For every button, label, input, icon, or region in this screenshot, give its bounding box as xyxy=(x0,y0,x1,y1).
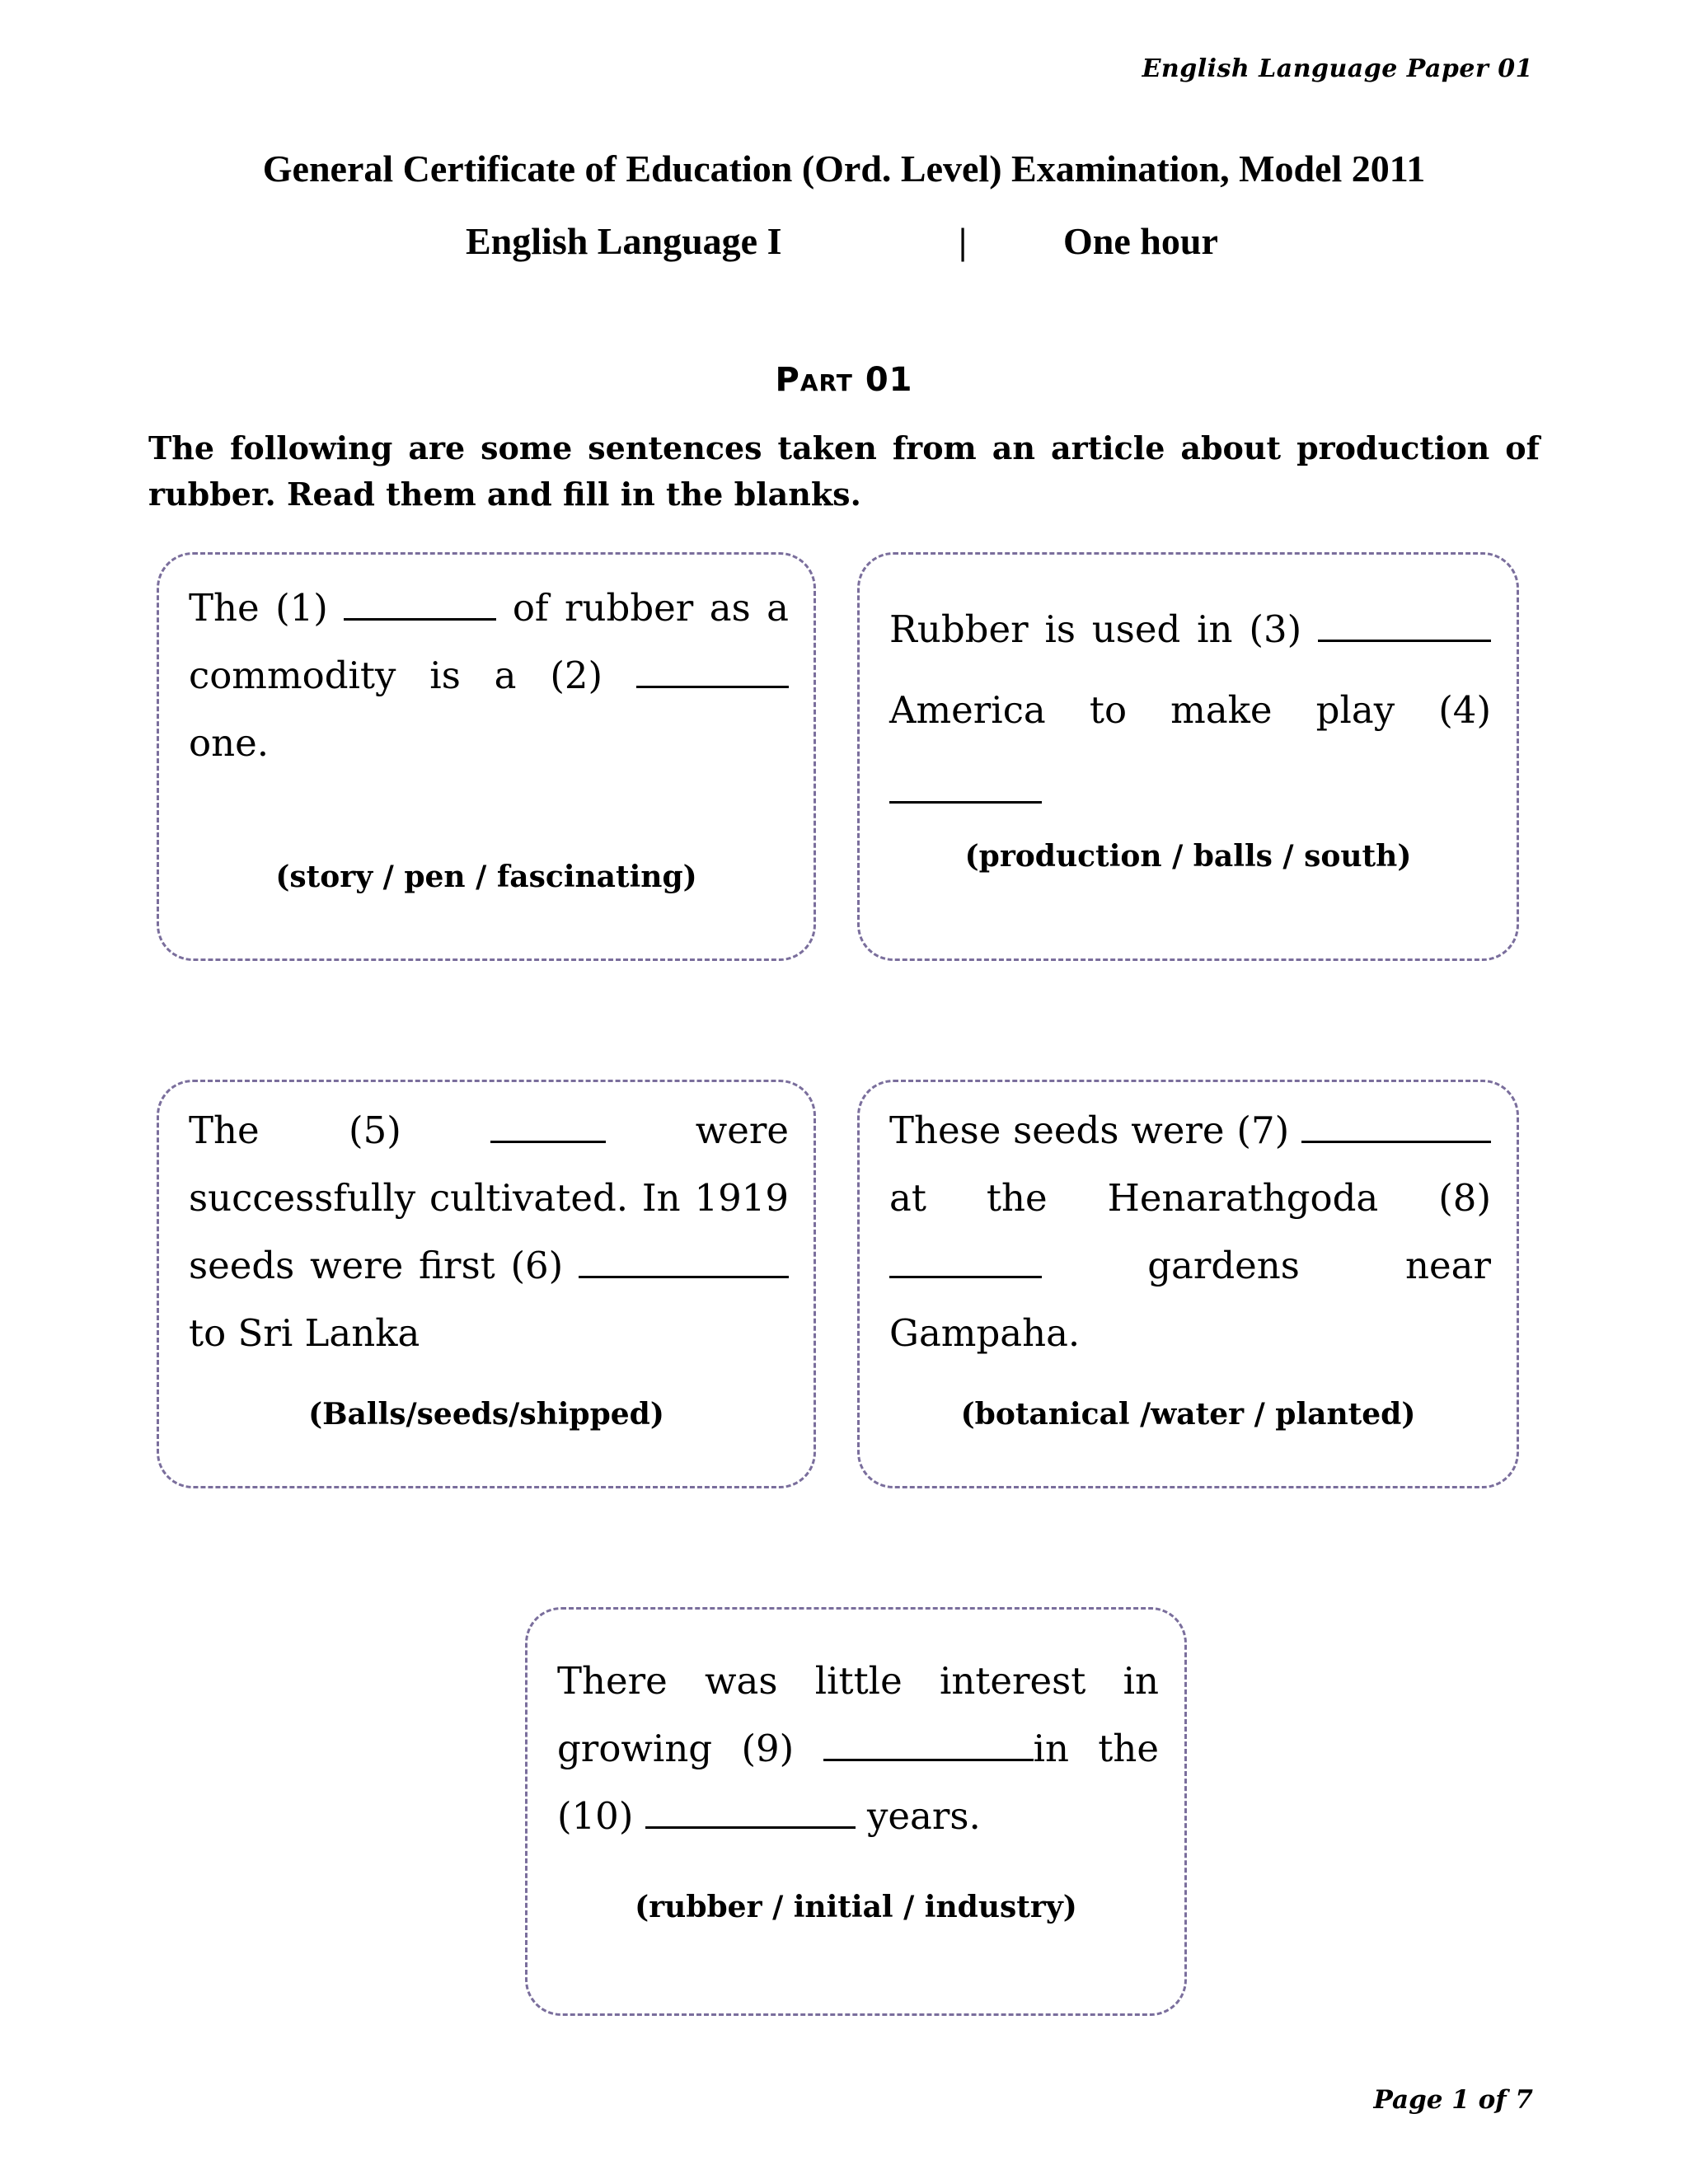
header-note: English Language Paper 01 xyxy=(1142,54,1533,83)
sentence-part: in the (10) xyxy=(557,1727,1160,1838)
separator: | xyxy=(959,220,968,262)
blank-8[interactable] xyxy=(889,1239,1042,1278)
sentence-part: There was little interest in growing (9) xyxy=(557,1659,1159,1770)
question-box-1 xyxy=(157,552,816,961)
sentence-part: one. xyxy=(189,721,270,765)
blank-2[interactable] xyxy=(636,649,789,688)
exam-title: General Certificate of Education (Ord. Level) Examination, Model 2011 xyxy=(262,148,1426,190)
options-text: (Balls/seeds/shipped) xyxy=(308,1397,664,1432)
sentence-text xyxy=(189,574,789,777)
sentence-text xyxy=(889,1097,1491,1367)
options-text: (rubber / initial / industry) xyxy=(635,1890,1077,1924)
question-box-3 xyxy=(157,1080,816,1488)
sentence-part: at the Henarathgoda (8) xyxy=(889,1176,1491,1220)
sentence-text xyxy=(189,1097,789,1367)
options-text: (production / balls / south) xyxy=(964,839,1412,874)
blank-3[interactable] xyxy=(1318,602,1491,642)
part-title: Part 01 xyxy=(775,361,913,399)
sentence-part: to Sri Lanka xyxy=(189,1311,420,1355)
options-text: (story / pen / fascinating) xyxy=(275,860,697,894)
sentence-part: gardens near Gampaha. xyxy=(889,1244,1491,1355)
sentence-text xyxy=(557,1647,1159,1850)
options-text: (botanical /water / planted) xyxy=(960,1397,1416,1432)
sentence-part: of rubber as a commodity is a (2) xyxy=(189,586,789,697)
blank-7[interactable] xyxy=(1301,1104,1491,1143)
blank-1[interactable] xyxy=(344,581,496,621)
page-number: Page 1 of 7 xyxy=(1373,2085,1533,2115)
sentence-part: The (1) xyxy=(189,586,328,630)
question-box-4 xyxy=(857,1080,1519,1488)
blank-5[interactable] xyxy=(490,1104,606,1143)
sentence-text xyxy=(889,589,1491,832)
question-box-2 xyxy=(857,552,1519,961)
instruction-text: The following are some sentences taken from an article about production of rubber. Read them and fill in the blanks. xyxy=(148,429,1540,513)
sentence-part: America to make play (4) xyxy=(889,688,1491,732)
subject-row xyxy=(0,219,1688,269)
sentence-part: The (5) xyxy=(189,1108,401,1152)
blank-4[interactable] xyxy=(889,764,1042,804)
sentence-part: Rubber is used in (3) xyxy=(889,607,1302,651)
blank-10[interactable] xyxy=(645,1789,856,1829)
blank-9[interactable] xyxy=(823,1722,1034,1761)
duration-label: One hour xyxy=(1063,220,1218,262)
sentence-part: years. xyxy=(867,1794,981,1838)
subject-label: English Language I xyxy=(466,220,782,262)
sentence-part: were successfully cultivated. In 1919 seeds were first (6) xyxy=(189,1108,789,1287)
sentence-part: These seeds were (7) xyxy=(889,1108,1290,1152)
blank-6[interactable] xyxy=(579,1239,789,1278)
question-box-5 xyxy=(525,1607,1187,2016)
